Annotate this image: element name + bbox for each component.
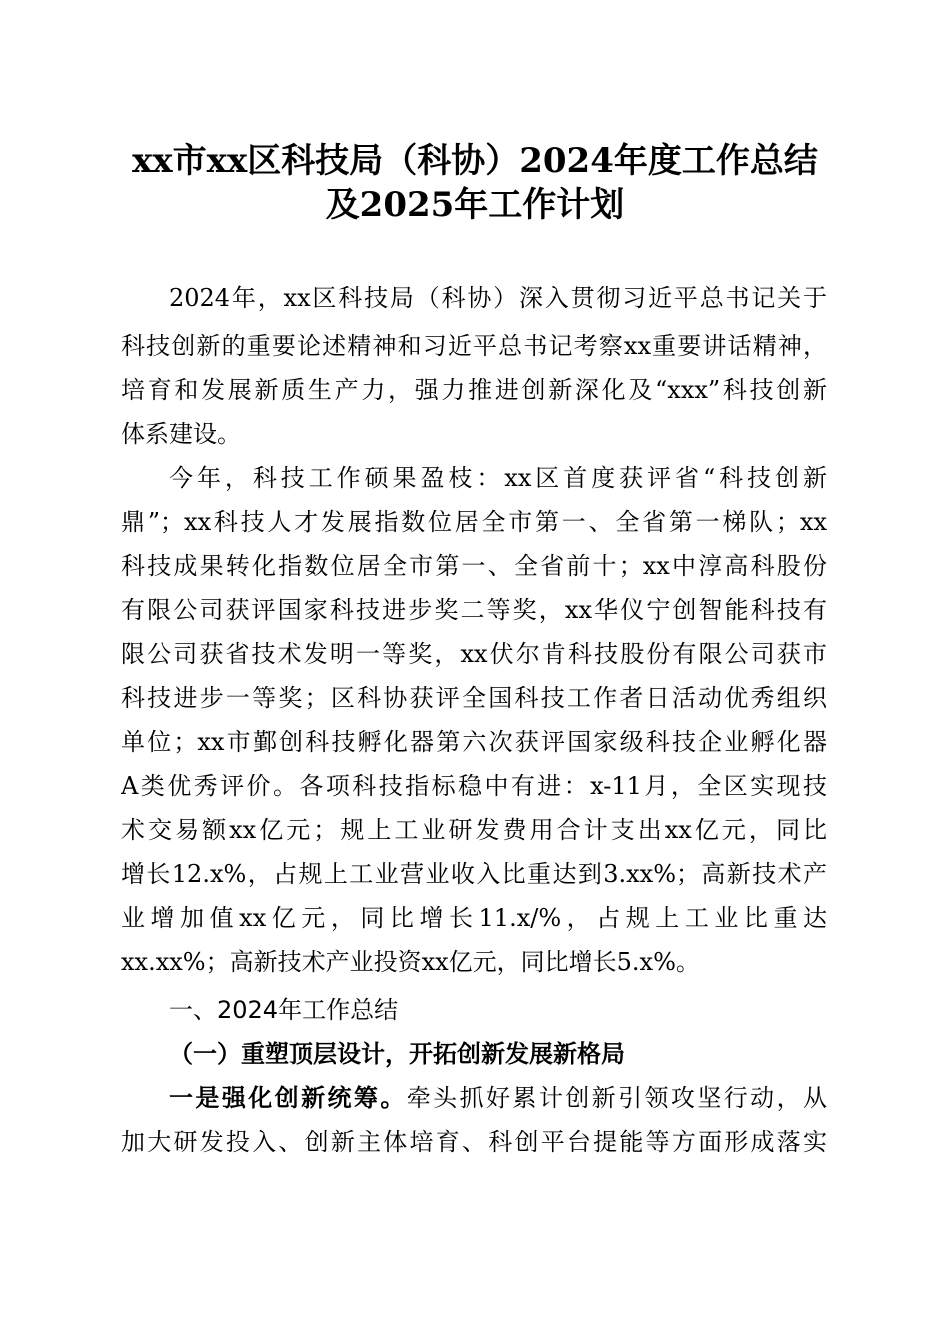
paragraph-3-lead: 一是强化创新统筹。 [169, 1083, 407, 1112]
paragraph-3-rest: 牵头抓好累计创新引领攻坚行动，从 [406, 1084, 827, 1112]
paragraph-2-line-2: 鼎”；xx科技人才发展指数位居全市第一、全省第一梯队；xx [121, 508, 827, 536]
paragraph-2-line-9: 术交易额xx亿元；规上工业研发费用合计支出xx亿元，同比 [121, 816, 827, 844]
document-title-line-2: 及2025年工作计划 [325, 185, 625, 225]
paragraph-2-line-3: 科技成果转化指数位居全市第一、全省前十；xx中淳高科股份 [121, 552, 827, 580]
paragraph-1-line-2: 科技创新的重要论述精神和习近平总书记考察xx重要讲话精神， [121, 332, 827, 360]
paragraph-2-line-10: 增长12.x%，占规上工业营业收入比重达到3.xx%；高新技术产 [121, 860, 827, 888]
paragraph-2-line-12: xx.xx%；高新技术产业投资xx亿元，同比增长5.x%。 [121, 948, 700, 976]
paragraph-2-line-4: 有限公司获评国家科技进步奖二等奖，xx华仪宁创智能科技有 [121, 596, 827, 624]
paragraph-2-line-1: 今年，科技工作硕果盈枝：xx区首度获评省“科技创新 [169, 464, 827, 492]
paragraph-3-line-2: 加大研发投入、创新主体培育、科创平台提能等方面形成落实 [121, 1128, 827, 1156]
subsection-heading: （一）重塑顶层设计，开拓创新发展新格局 [169, 1039, 625, 1068]
paragraph-2-line-11: 业增加值xx亿元，同比增长11.x/%，占规上工业比重达 [121, 904, 827, 932]
paragraph-1-line-1: 2024年，xx区科技局（科协）深入贯彻习近平总书记关于 [169, 284, 827, 312]
paragraph-2-line-7: 单位；xx市鄞创科技孵化器第六次获评国家级科技企业孵化器 [121, 728, 827, 756]
paragraph-3-line-1 [169, 1082, 827, 1114]
paragraph-1-line-3: 培育和发展新质生产力，强力推进创新深化及“xxx”科技创新 [121, 376, 827, 404]
paragraph-2-line-6: 科技进步一等奖；区科协获评全国科技工作者日活动优秀组织 [121, 684, 827, 712]
section-heading: 一、2024年工作总结 [169, 996, 399, 1024]
paragraph-2-line-5: 限公司获省技术发明一等奖，xx伏尔肯科技股份有限公司获市 [121, 640, 827, 668]
paragraph-2-line-8: A类优秀评价。各项科技指标稳中有进：x-11月，全区实现技 [121, 772, 827, 800]
paragraph-1-line-4: 体系建设。 [121, 420, 241, 448]
document-title-line-1: xx市xx区科技局（科协）2024年度工作总结 [132, 141, 818, 181]
